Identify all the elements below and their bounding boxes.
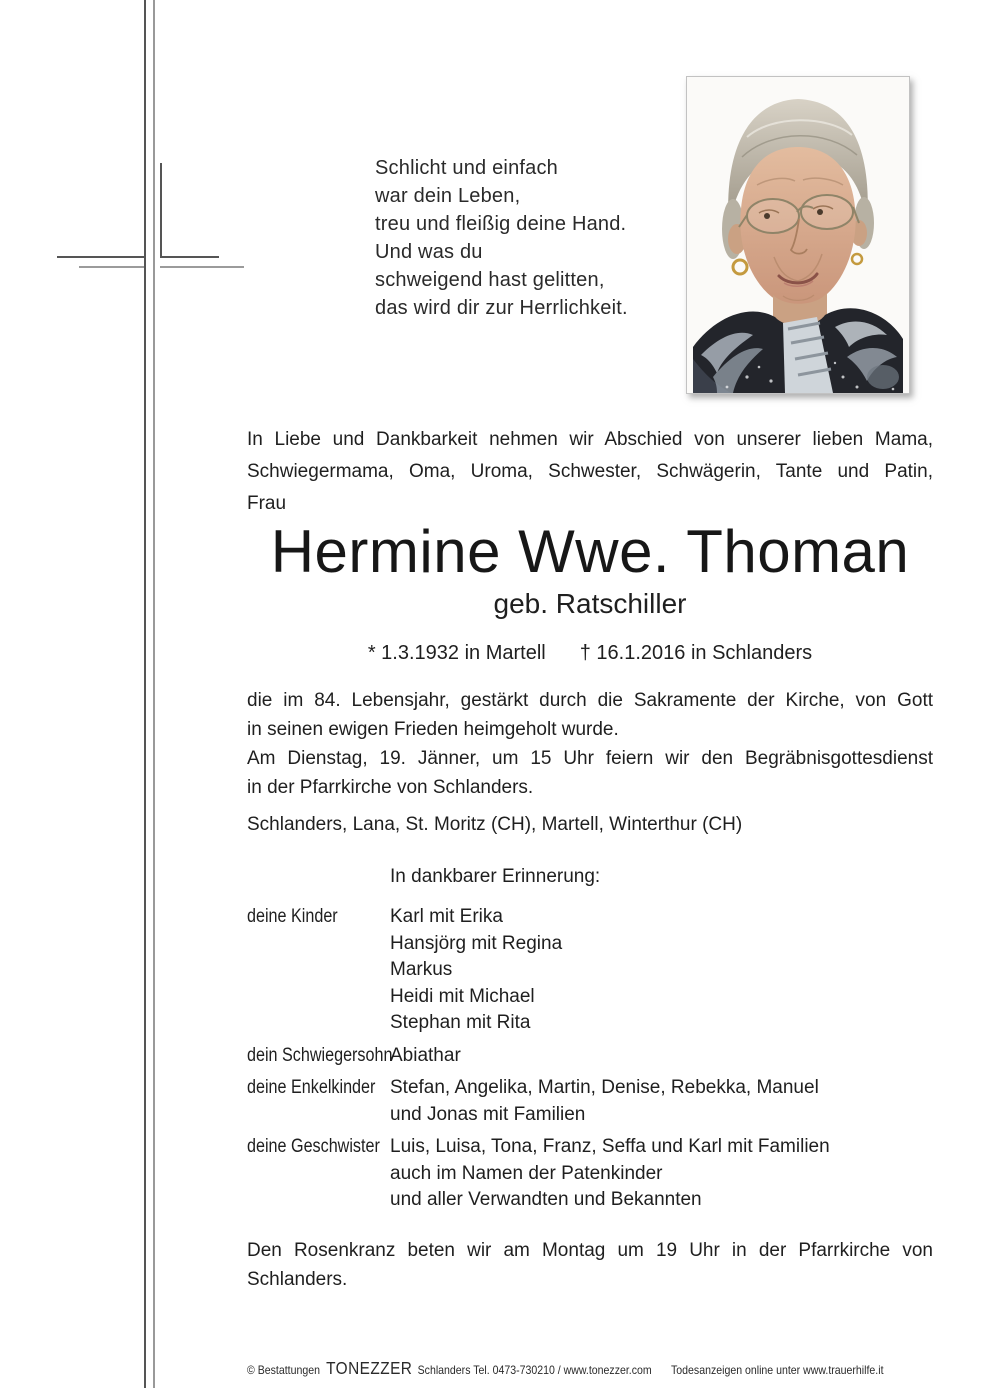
family-row-siblings	[247, 1134, 933, 1214]
verse-line: Schlicht und einfach	[375, 157, 559, 179]
funeral-line: Am Dienstag, 19. Jänner, um 15 Uhr feiern wir den Begräbnisgottesdienst	[247, 748, 933, 769]
birth-date: * 1.3.1932 in Martell	[367, 642, 546, 664]
verse-line: schweigend hast gelitten,	[375, 269, 605, 291]
verse-line: das wird dir zur Herrlichkeit.	[375, 297, 628, 319]
family-names	[390, 904, 933, 1037]
family-label: deine Enkelkinder	[247, 1077, 376, 1098]
family-name-line: auch im Namen der Patenkinder	[390, 1162, 663, 1184]
places-line: Schlanders, Lana, St. Moritz (CH), Martell, Winterthur (CH)	[247, 814, 743, 835]
cross-left-arm-light	[79, 266, 144, 268]
deceased-name: Hermine Wwe. Thoman	[270, 518, 910, 585]
family-name-line: Stefan, Angelika, Martin, Denise, Rebekka, Manuel	[390, 1077, 819, 1098]
life-dates	[247, 640, 933, 666]
memorial-verse	[375, 154, 628, 322]
family-name-line: Abiathar	[390, 1044, 461, 1066]
death-date: † 16.1.2016 in Schlanders	[579, 642, 813, 664]
family-label: deine Kinder	[247, 906, 338, 927]
passing-paragraph	[247, 686, 933, 744]
family-name-line: Heidi mit Michael	[390, 985, 535, 1007]
verse-line: war dein Leben,	[375, 185, 521, 207]
remembrance-heading: In dankbarer Erinnerung:	[390, 866, 601, 887]
cross-right-arm-light	[160, 266, 244, 268]
family-name-line: Markus	[390, 959, 453, 980]
verse-line: treu und fleißig deine Hand.	[375, 213, 627, 235]
footer-copyright: © Bestattungen	[247, 1363, 320, 1377]
funeral-paragraph	[247, 744, 933, 802]
rosary-line: Den Rosenkranz beten wir am Montag um 19 Uhr in der Pfarrkirche von	[247, 1240, 933, 1261]
intro-paragraph	[247, 424, 933, 520]
cross-vertical-line-dark	[144, 0, 146, 1388]
family-name-line: Hansjörg mit Regina	[390, 932, 563, 954]
family-names	[390, 1043, 933, 1070]
footer-online-notice: Todesanzeigen online unter www.trauerhilfe.it	[671, 1363, 884, 1377]
intro-line: Schwiegermama, Oma, Uroma, Schwester, Schwägerin, Tante und Patin,	[247, 461, 933, 482]
rosary-paragraph	[247, 1236, 933, 1294]
family-row-son-in-law	[247, 1043, 933, 1070]
cross-short-vertical-line	[160, 163, 162, 258]
maiden-name: geb. Ratschiller	[493, 588, 687, 619]
funeral-home-brand: TONEZZER	[326, 1358, 413, 1378]
verse-line: Und was du	[375, 241, 483, 263]
family-names	[390, 1075, 933, 1128]
family-names	[390, 1134, 933, 1214]
family-name-line: Karl mit Erika	[390, 906, 503, 927]
intro-line: In Liebe und Dankbarkeit nehmen wir Abschied von unserer lieben Mama,	[247, 429, 933, 450]
intro-line: Frau	[247, 493, 287, 514]
family-name-line: und aller Verwandten und Bekannten	[390, 1189, 702, 1210]
family-name-line: und Jonas mit Familien	[390, 1103, 586, 1125]
portrait-photo	[686, 76, 910, 394]
footer	[247, 1360, 884, 1378]
family-name-line: Stephan mit Rita	[390, 1012, 531, 1033]
rosary-line: Schlanders.	[247, 1269, 348, 1290]
family-row-grandchildren	[247, 1075, 933, 1128]
family-list	[247, 904, 933, 1214]
passing-line: die im 84. Lebensjahr, gestärkt durch die Sakramente der Kirche, von Gott	[247, 690, 933, 711]
cross-right-arm-dark	[160, 256, 219, 258]
cross-left-arm-dark	[57, 256, 144, 258]
family-row-children	[247, 904, 933, 1037]
funeral-line: in der Pfarrkirche von Schlanders.	[247, 777, 534, 798]
family-name-line: Luis, Luisa, Tona, Franz, Seffa und Karl mit Familien	[390, 1136, 830, 1157]
footer-contact: Schlanders Tel. 0473-730210 / www.tonezzer.com	[417, 1363, 652, 1377]
family-label: dein Schwiegersohn	[247, 1044, 393, 1066]
family-label: deine Geschwister	[247, 1136, 380, 1157]
passing-line: in seinen ewigen Frieden heimgeholt wurde.	[247, 719, 619, 740]
cross-vertical-line-light	[153, 0, 155, 1388]
portrait-illustration	[687, 77, 909, 393]
